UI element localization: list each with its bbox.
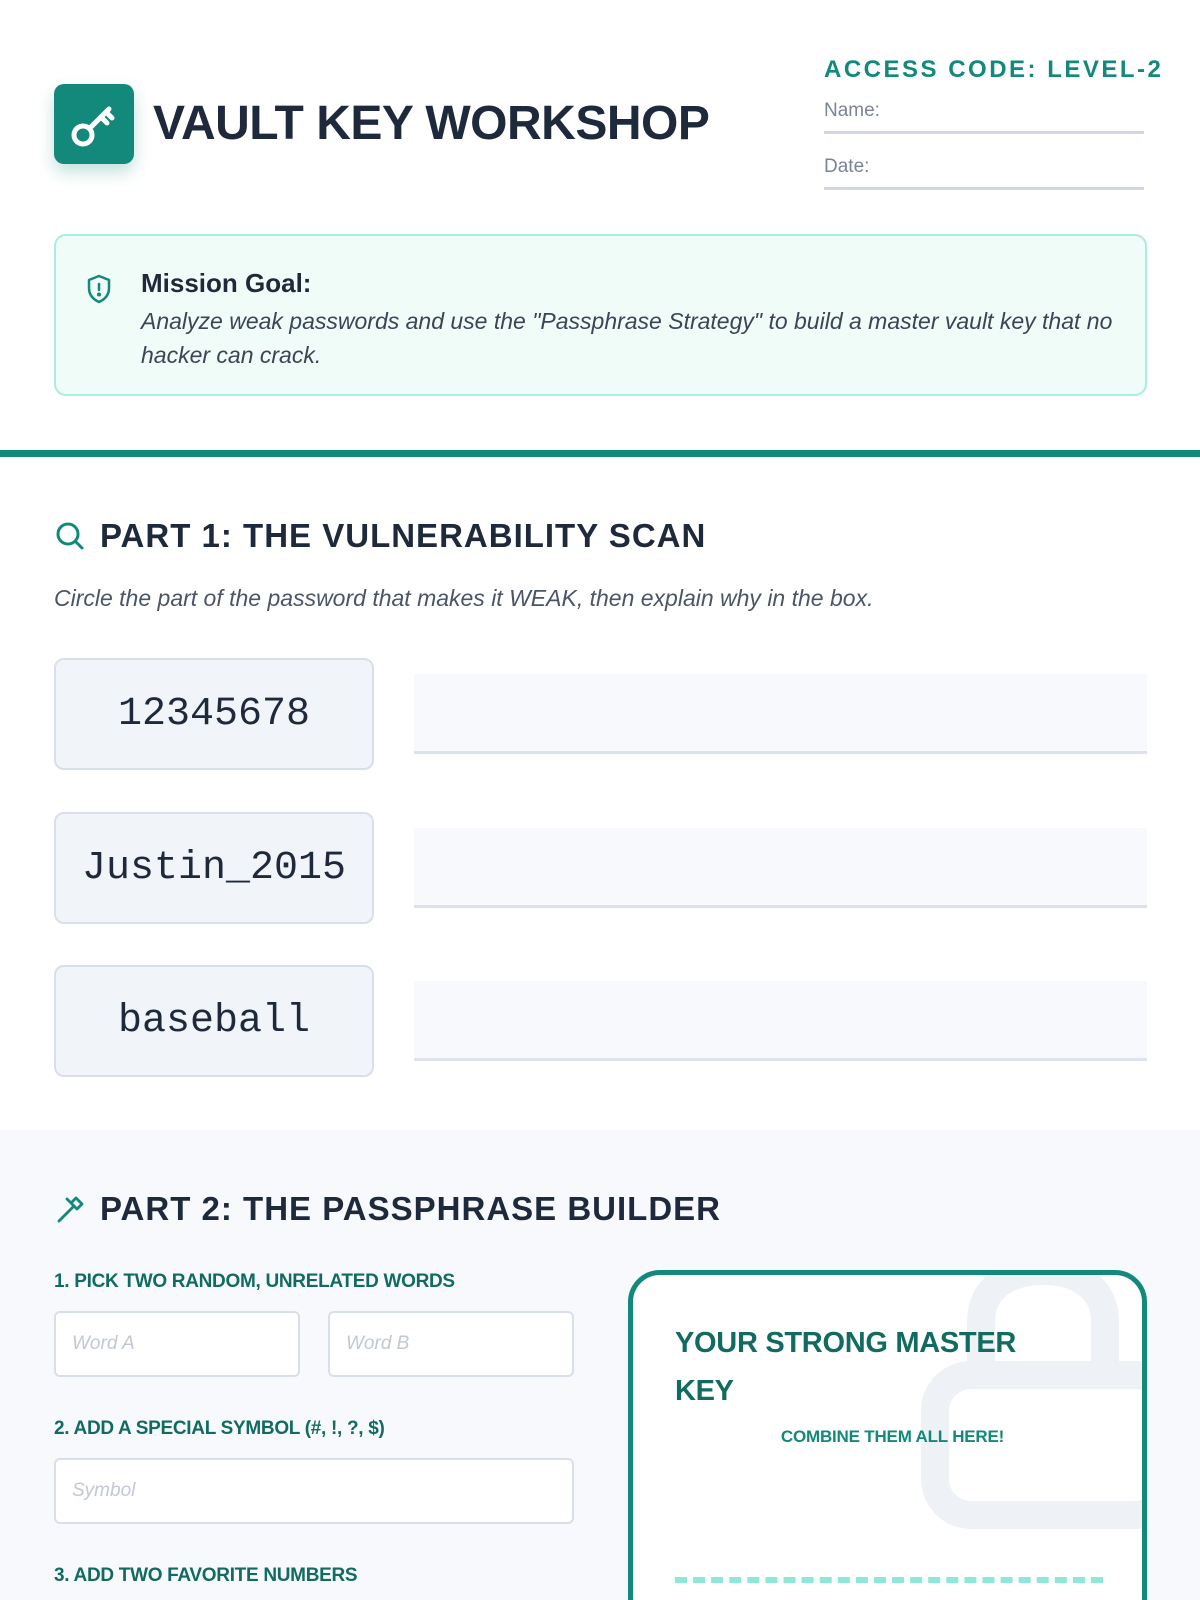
section-divider [0, 450, 1200, 457]
part1-section [0, 457, 1200, 1130]
password-box[interactable] [54, 658, 374, 770]
key-icon [68, 98, 120, 150]
name-field[interactable] [824, 98, 1144, 134]
password-text: Justin_2015 [81, 845, 347, 891]
page-title: VAULT KEY WORKSHOP [153, 97, 710, 150]
part2-title: PART 2: THE PASSPHRASE BUILDER [100, 1190, 722, 1227]
password-row [54, 658, 1147, 770]
step2-label: 2. ADD A SPECIAL SYMBOL (#, !, ?, $) [54, 1418, 385, 1439]
shield-icon [86, 274, 112, 304]
master-key-answer-line[interactable] [675, 1577, 1103, 1583]
access-panel [824, 56, 1164, 190]
password-text: baseball [117, 998, 311, 1044]
symbol-input[interactable] [54, 1458, 574, 1524]
mission-title: Mission Goal: [141, 268, 312, 298]
password-row [54, 812, 1147, 924]
step3-label: 3. ADD TWO FAVORITE NUMBERS [54, 1565, 358, 1586]
step1-label: 1. PICK TWO RANDOM, UNRELATED WORDS [54, 1271, 455, 1292]
word-a-input[interactable] [54, 1311, 300, 1377]
answer-field[interactable] [414, 674, 1147, 754]
worksheet-header [0, 0, 1200, 420]
password-box[interactable] [54, 812, 374, 924]
word-b-placeholder: Word B [346, 1333, 410, 1354]
part2-heading [54, 1190, 721, 1228]
symbol-placeholder: Symbol [72, 1480, 136, 1501]
access-code: ACCESS CODE: LEVEL-2 [824, 56, 1164, 83]
part1-heading [54, 517, 706, 555]
master-key-card [628, 1270, 1147, 1600]
password-text: 12345678 [117, 691, 311, 737]
master-key-title: YOUR STRONG MASTER KEY [675, 1327, 1017, 1407]
hammer-icon [54, 1193, 86, 1225]
password-row [54, 965, 1147, 1077]
answer-field[interactable] [414, 828, 1147, 908]
name-label: Name: [824, 100, 880, 121]
logo-badge [54, 84, 134, 164]
search-icon [54, 520, 86, 552]
word-b-input[interactable] [328, 1311, 574, 1377]
password-box[interactable] [54, 965, 374, 1077]
master-key-subtitle: COMBINE THEM ALL HERE! [780, 1427, 1005, 1446]
answer-field[interactable] [414, 981, 1147, 1061]
date-field[interactable] [824, 154, 1144, 190]
mission-box [54, 234, 1147, 396]
part1-instruction: Circle the part of the password that makes it WEAK, then explain why in the box. [54, 585, 874, 611]
word-a-placeholder: Word A [72, 1333, 135, 1354]
mission-text: Analyze weak passwords and use the "Passphrase Strategy" to build a master vault key that no hacker can crack. [141, 308, 1113, 368]
part1-title: PART 1: THE VULNERABILITY SCAN [100, 517, 707, 554]
date-label: Date: [824, 156, 870, 177]
